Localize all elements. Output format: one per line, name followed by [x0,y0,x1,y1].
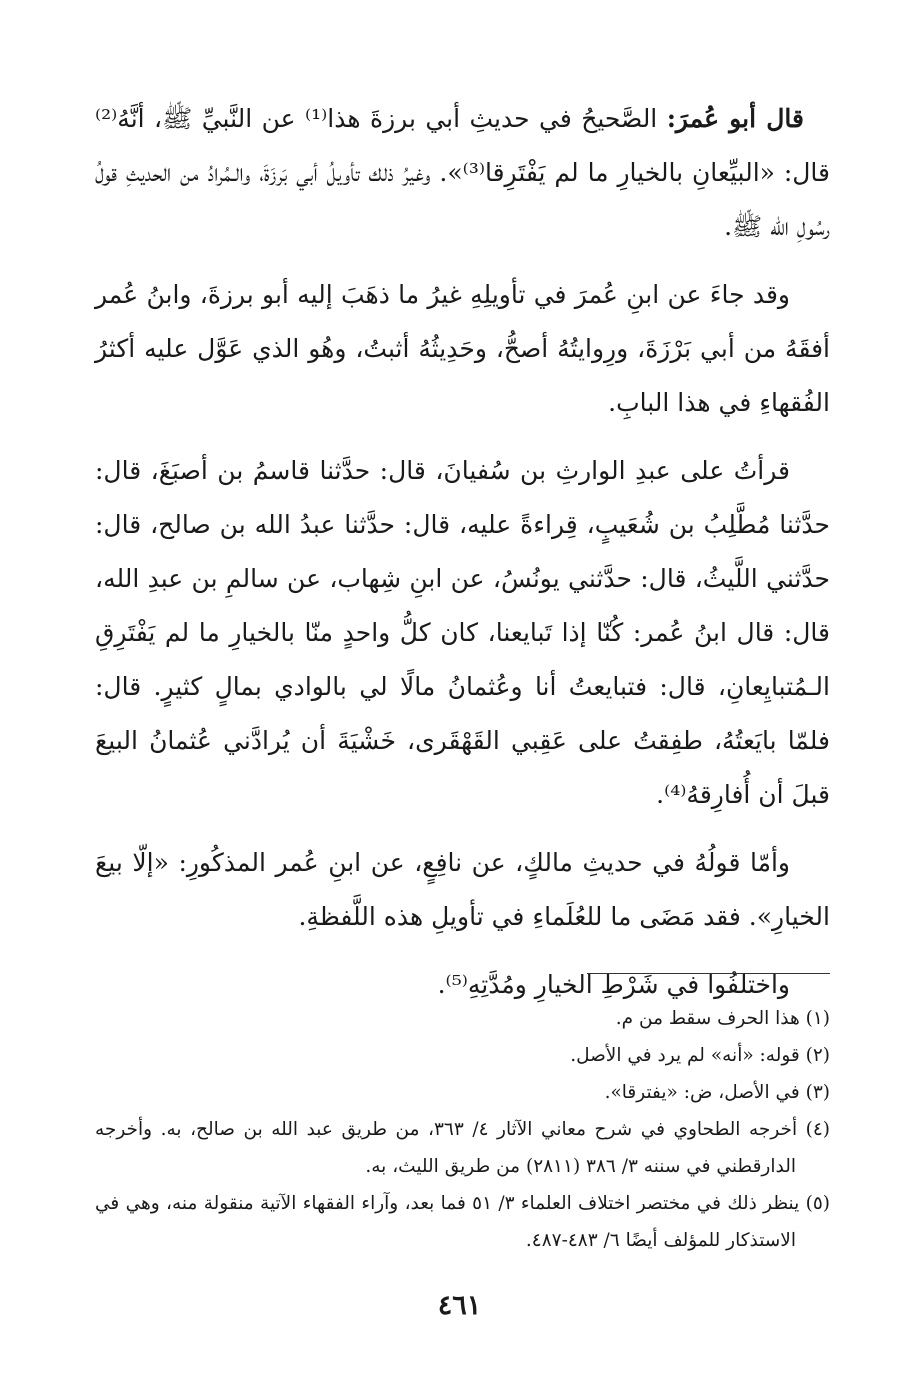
paragraph-5: واختلفُوا في شَرْطِ الخيارِ ومُدَّتِهِ⁽⁵⁾. [437,970,790,999]
footnote-2: (٢) قوله: «أنه» لم يرد في الأصل. [570,1045,830,1066]
paragraph-1 [95,92,830,254]
footnotes [95,1000,830,1259]
paragraph-3: قرأتُ على عبدِ الوارثِ بن سُفيانَ، قال: حدَّثنا قاسمُ بن أصبَغَ، قال: حدَّثنا مُطَّلِبُ بن شُعَيبٍ، قِراءةً عليه، قال: حدَّثنا عبدُ الله بن صالح، قال: حدَّثني اللَّيثُ، قال: حدَّثني يونُسُ، عن ابنِ شِهاب، عن سالمِ بن عبدِ الله، قال: قال ابنُ عُمر: كُنّا إذا تَبايعنا، كان كلُّ واحدٍ منّا بالخيارِ ما لم يَفْتَرِقِ الـمُتبايِعانِ، قال: فتبايعتُ أنا وعُثمانُ مالًا لي بالوادي بمالٍ كثيرٍ. قال: فلمّا بايَعتُهُ، طفِقتُ على عَقِبي القَهْقَرى، خَشْيَةَ أن يُرادَّني عُثمانُ البيعَ قبلَ أن أُفارِقهُ⁽⁴⁾. [95,456,830,809]
paragraph-1-text: الصَّحيحُ في حديثِ أبي برزةَ هذا⁽¹⁾ عن النَّبيِّ ﷺ، أنَّهُ⁽²⁾ قال: «البيِّعانِ بالخيارِ ما لم يَفْتَرِقا⁽³⁾». وغيرُ ذلك تأويلُ أبي بَرزَةَ، والـمُرادُ من الحديثِ قولُ رسُولِ الله ﷺ. [95,104,830,241]
footnote-separator [587,973,830,974]
footnote-5: (٥) ينظر ذلك في مختصر اختلاف العلماء ٣/ ٥١ فما بعد، وآراء الفقهاء الآتية منقولة منه، وهي في الاستذكار للمؤلف أيضًا ٦/ ٤٨٣-٤٨٧. [95,1193,830,1251]
main-text [95,92,830,1012]
footnote-1: (١) هذا الحرف سقط من م. [615,1008,830,1029]
footnote-4: (٤) أخرجه الطحاوي في شرح معاني الآثار ٤/ ٣٦٣، من طريق عبد الله بن صالح، به. وأخرجه الدارقطني في سننه ٣/ ٣٨٦ (٢٨١١) من طريق الليث، به. [95,1119,830,1177]
paragraph-4: وأمّا قولُهُ في حديثِ مالكٍ، عن نافِعٍ، عن ابنِ عُمر المذكُورِ: «إلّا بيعَ الخيارِ». فقد مَضَى ما للعُلَماءِ في تأويلِ هذه اللَّفظةِ. [95,848,830,931]
paragraph-2: وقد جاءَ عن ابنِ عُمرَ في تأويلِهِ غيرُ ما ذهَبَ إليه أبو برزةَ، وابنُ عُمر أفقَهُ من أبي بَرْزَةَ، ورِوايتُهُ أصحُّ، وحَدِيثُهُ أثبتُ، وهُو الذي عَوَّل عليه أكثرُ الفُقهاءِ في هذا البابِ. [95,280,830,417]
page-number: ٤٦١ [437,1290,482,1321]
footnote-3: (٣) في الأصل، ض: «يفترقا». [604,1082,830,1103]
paragraph-lead: قال أبو عُمرَ: [666,104,804,133]
